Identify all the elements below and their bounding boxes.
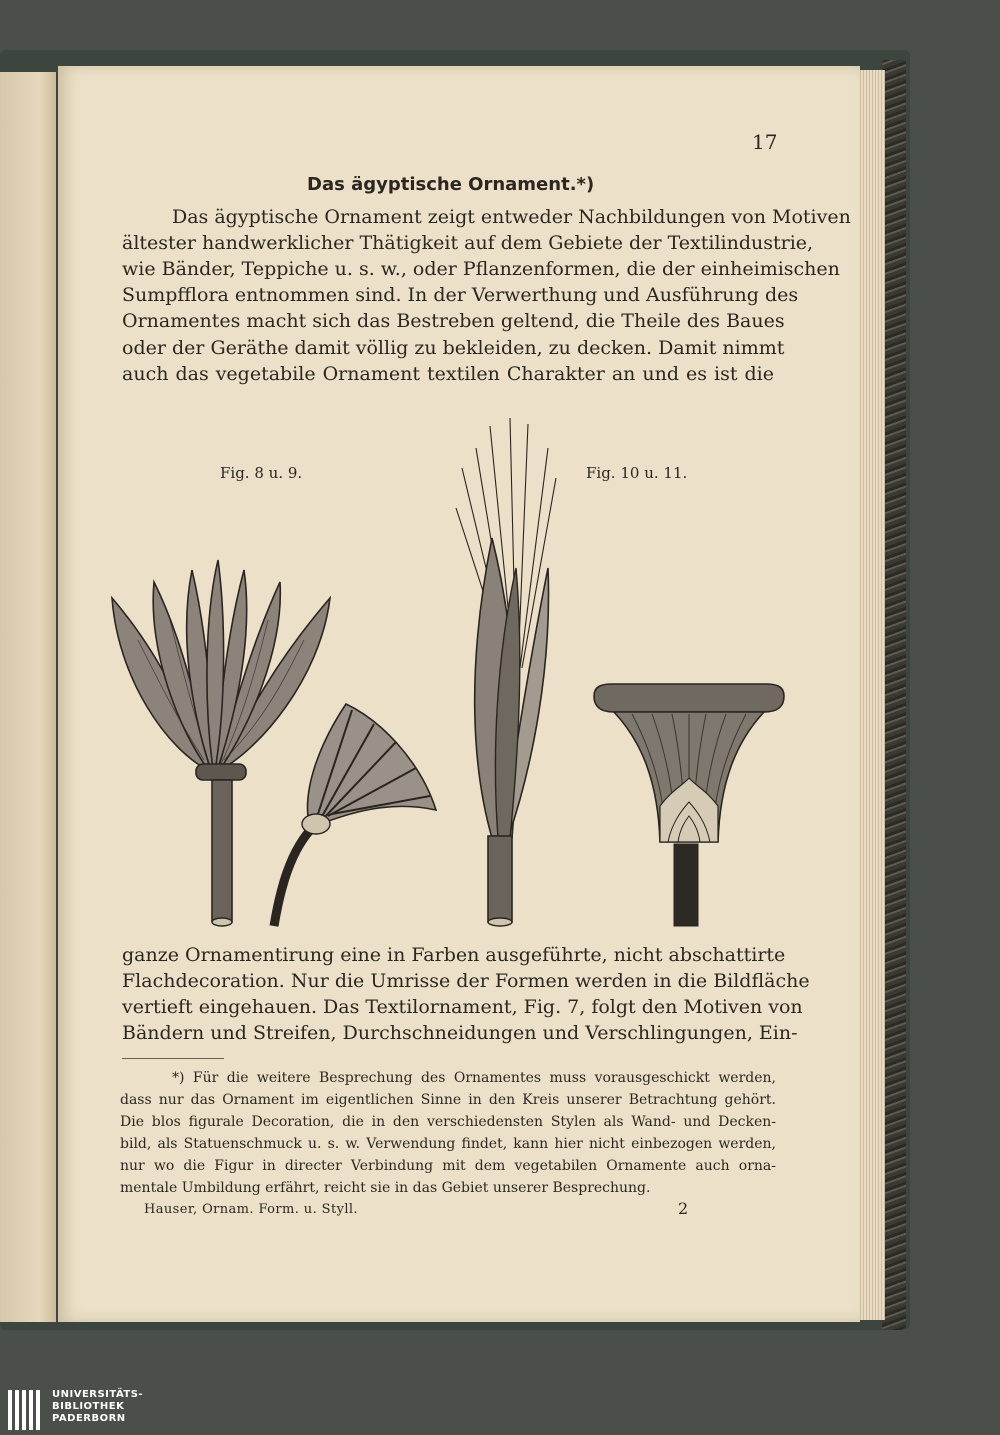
footnote-line: Die blos figurale Decoration, die in den verschiedensten Stylen als Wand- und Decken- [120,1114,776,1130]
body-line: Flachdecoration. Nur die Umrisse der Formen werden in die Bildfläche [122,970,810,992]
chapter-heading: Das ägyptische Ornament.*) [307,174,595,195]
body-line: wie Bänder, Teppiche u. s. w., oder Pflanzenformen, die der einheimischen [122,258,840,280]
library-footer-bar [0,1385,1000,1435]
body-line: oder der Geräthe damit völlig zu bekleiden, zu decken. Damit nimmt [122,337,785,359]
body-line: Das ägyptische Ornament zeigt entweder Nachbildungen von Motiven [172,206,851,228]
library-logo-icon [8,1390,46,1430]
body-line: Ornamentes macht sich das Bestreben geltend, die Theile des Baues [122,310,785,332]
bell-capital-illustration [592,682,786,928]
signature-line: Hauser, Ornam. Form. u. Styll. [144,1202,358,1217]
papyrus-bud-illustration [452,418,572,930]
left-page-edge [0,72,56,1322]
papyrus-flower-illustration [270,700,440,930]
library-logo-line: UNIVERSITÄTS- [52,1389,144,1400]
body-line: ältester handwerklicher Thätigkeit auf dem Gebiete der Textilindustrie, [122,232,814,254]
library-logo-line: PADERBORN [52,1413,126,1424]
footnote-line: *) Für die weitere Besprechung des Ornamentes muss vorausgeschickt werden, [172,1070,776,1086]
footnote-line: bild, als Statuenschmuck u. s. w. Verwendung findet, kann hier nicht einbezogen werden, [120,1136,776,1152]
footnote-line: nur wo die Figur in directer Verbindung mit dem vegetabilen Ornamente auch orna- [120,1158,776,1174]
body-line: Sumpfflora entnommen sind. In der Verwerthung und Ausführung des [122,284,799,306]
body-line: vertieft eingehauen. Das Textilornament, Fig. 7, folgt den Motiven von [122,996,803,1018]
book-binding-edge [882,60,906,1330]
body-line: Bändern und Streifen, Durchschneidungen und Verschlingungen, Ein- [122,1022,798,1044]
body-line: ganze Ornamentirung eine in Farben ausgeführte, nicht abschattirte [122,944,786,966]
page-number: 17 [752,130,778,154]
figure-caption-right: Fig. 10 u. 11. [586,464,688,482]
figure-caption-left: Fig. 8 u. 9. [220,464,303,482]
library-logo-line: BIBLIOTHEK [52,1401,125,1412]
body-line: auch das vegetabile Ornament textilen Charakter an und es ist die [122,363,774,385]
signature-mark: 2 [678,1199,689,1218]
footnote-line: dass nur das Ornament im eigentlichen Sinne in den Kreis unserer Betrachtung gehört. [120,1092,776,1108]
footnote-line: mentale Umbildung erfährt, reicht sie in das Gebiet unserer Besprechung. [120,1180,651,1196]
footnote-divider [122,1058,224,1059]
